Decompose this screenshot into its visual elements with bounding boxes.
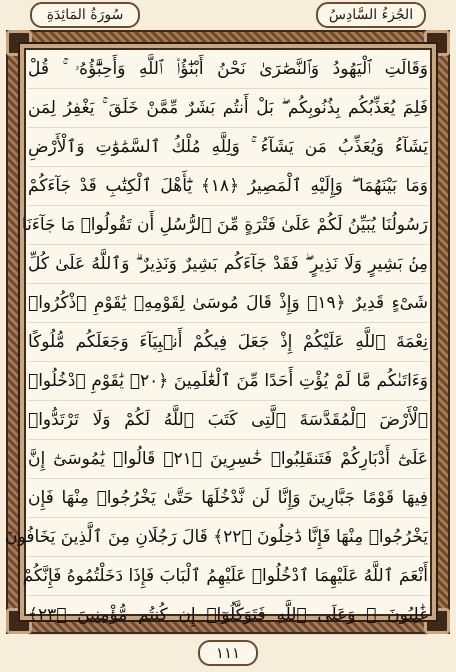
text-line-14: أَنْعَمَ ٱللَّهُ عَلَيْهِمَا ٱدْخُلُوا۟ عَلَيْهِمُ ٱلْبَابَ فَإِذَا دَخَلْتُمُوهُ فَإِنَّكُمْ	[28, 557, 428, 596]
surah-title: سُورَةُ المَائِدَةِ	[30, 2, 140, 28]
text-line-2: فَلِمَ يُعَذِّبُكُم بِذُنُوبِكُم ۖ بَلْ أَنتُم بَشَرٌ مِّمَّنْ خَلَقَ ۚ يَغْفِرُ لِمَن	[28, 89, 428, 128]
verse-text	[5, 50, 429, 625]
text-line-13: يَخْرُجُوا۟ مِنْهَا فَإِنَّا دَٰخِلُونَ ﴿٢٢﴾ قَالَ رَجُلَانِ مِنَ ٱلَّذِينَ يَخَافُونَ	[28, 518, 428, 557]
page-number: ١١١	[198, 640, 258, 666]
text-line-7: شَىْءٍ قَدِيرٌ ﴿١٩﴾ وَإِذْ قَالَ مُوسَىٰ لِقَوْمِهِۦ يَٰقَوْمِ ٱذْكُرُوا۟	[28, 284, 428, 323]
text-line-6: مِنۢ بَشِيرٍ وَلَا نَذِيرٍ ۖ فَقَدْ جَآءَكُم بَشِيرٌ وَنَذِيرٌ ۗ وَٱللَّهُ عَلَىٰ كُلِّ	[28, 245, 428, 284]
text-line-10: ٱلْأَرْضَ ٱلْمُقَدَّسَةَ ٱلَّتِى كَتَبَ ٱللَّهُ لَكُمْ وَلَا تَرْتَدُّوا۟	[28, 401, 428, 440]
text-line-11: عَلَىٰٓ أَدْبَارِكُمْ فَتَنقَلِبُوا۟ خَٰسِرِينَ ﴿٢١﴾ قَالُوا۟ يَٰمُوسَىٰٓ إِنَّ	[28, 440, 428, 479]
text-line-9: وَءَاتَىٰكُم مَّا لَمْ يُؤْتِ أَحَدًا مِّنَ ٱلْعَٰلَمِينَ ﴿٢٠﴾ يَٰقَوْمِ ٱدْخُلُوا۟	[28, 362, 428, 401]
text-line-15: غَٰلِبُونَ ۚ وَعَلَى ٱللَّهِ فَتَوَكَّلُوٓا۟ إِن كُنتُم مُّؤْمِنِينَ ﴿٢٣﴾	[28, 596, 428, 635]
juz-title: الجُزءُ السَّادِسُ	[316, 2, 426, 28]
text-line-8: نِعْمَةَ ٱللَّهِ عَلَيْكُمْ إِذْ جَعَلَ فِيكُمْ أَنۢبِيَآءَ وَجَعَلَكُم مُّلُوكًا	[28, 323, 428, 362]
text-line-5: رَسُولُنَا يُبَيِّنُ لَكُمْ عَلَىٰ فَتْرَةٍ مِّنَ ٱلرُّسُلِ أَن تَقُولُوا۟ مَا جَآءَنَا	[28, 206, 428, 245]
text-line-1: وَقَالَتِ ٱلْيَهُودُ وَٱلنَّصَٰرَىٰ نَحْنُ أَبْنَٰٓؤُا۟ ٱللَّهِ وَأَحِبَّٰٓؤُهُۥ ۚ قُلْ	[28, 50, 428, 89]
text-line-4: وَمَا بَيْنَهُمَا ۖ وَإِلَيْهِ ٱلْمَصِيرُ ﴿١٨﴾ يَٰٓأَهْلَ ٱلْكِتَٰبِ قَدْ جَآءَكُمْ	[28, 167, 428, 206]
text-line-12: فِيهَا قَوْمًا جَبَّارِينَ وَإِنَّا لَن نَّدْخُلَهَا حَتَّىٰ يَخْرُجُوا۟ مِنْهَا فَإِن	[28, 479, 428, 518]
text-line-3: يَشَآءُ وَيُعَذِّبُ مَن يَشَآءُ ۚ وَلِلَّهِ مُلْكُ ٱلسَّمَٰوَٰتِ وَٱلْأَرْضِ	[28, 128, 428, 167]
